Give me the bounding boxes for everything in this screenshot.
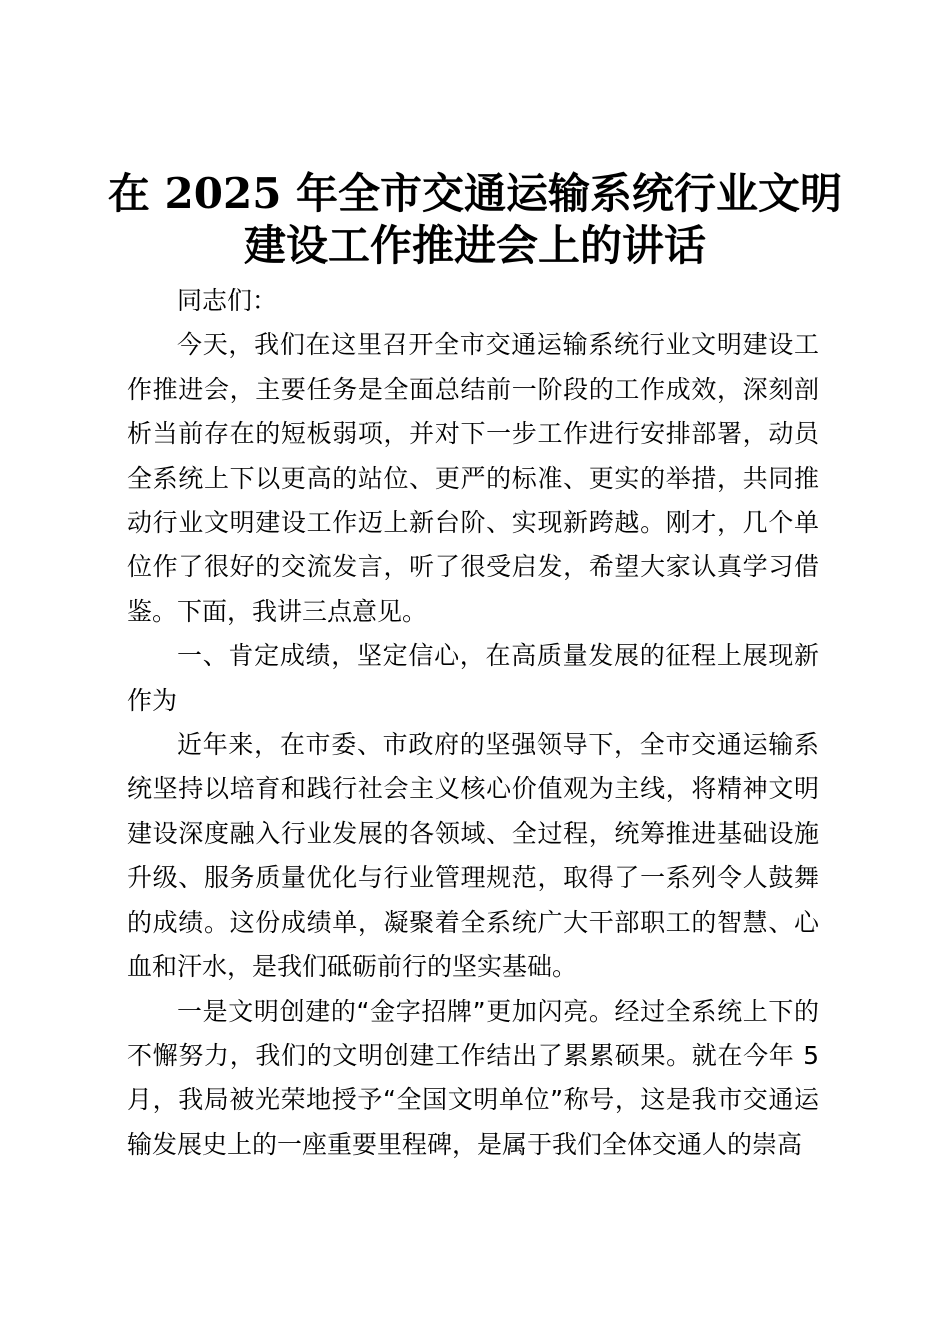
paragraph-achievements: 近年来，在市委、市政府的坚强领导下，全市交通运输系统坚持以培育和践行社会主义核心价值观为主线，将精神文明建设深度融入行业发展的各领域、全过程，统筹推进基础设施升级、服务质量优化与行业管理规范，取得了一系列令人鼓舞的成绩。这份成绩单，凝聚着全系统广大干部职工的智慧、心血和汗水，是我们砥砺前行的坚实基础。: [127, 730, 819, 982]
paragraph-point-one: 一是文明创建的“金字招牌”更加闪亮。经过全系统上下的不懈努力，我们的文明创建工作结出了累累硕果。就在今年 5 月，我局被光荣地授予“全国文明单位”称号，这是我市交通运输发展史上的一座重要里程碑，是属于我们全体交通人的崇高: [127, 996, 819, 1159]
document-title-line-2: 建设工作推进会上的讲话: [243, 221, 706, 270]
document-body: [127, 279, 819, 1167]
paragraph-intro: 今天，我们在这里召开全市交通运输系统行业文明建设工作推进会，主要任务是全面总结前一阶段的工作成效，深刻剖析当前存在的短板弱项，并对下一步工作进行安排部署，动员全系统上下以更高的站位、更严的标准、更实的举措，共同推动行业文明建设工作迈上新台阶、实现新跨越。刚才，几个单位作了很好的交流发言，听了很受启发，希望大家认真学习借鉴。下面，我讲三点意见。: [127, 330, 819, 626]
salutation: 同志们：: [177, 286, 278, 315]
section-heading-1: 一、肯定成绩，坚定信心，在高质量发展的征程上展现新作为: [127, 641, 819, 715]
document-title-line-1: 在 2025 年全市交通运输系统行业文明: [107, 169, 843, 218]
